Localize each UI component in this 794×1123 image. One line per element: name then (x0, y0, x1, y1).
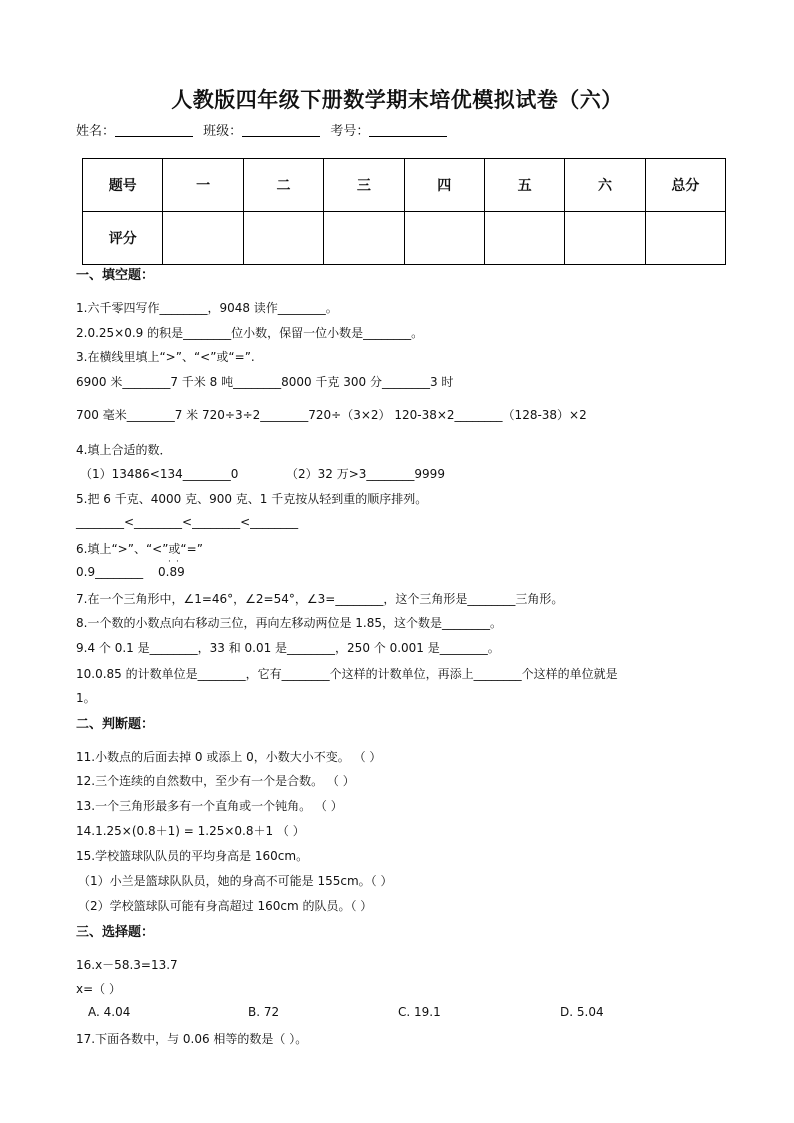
score-cell[interactable] (484, 212, 564, 265)
question-5: 5.把 6 千克、4000 克、900 克、1 千克按从轻到重的顺序排列。 (76, 492, 428, 506)
question-16: 16.x－58.3=13.7 (76, 958, 178, 972)
id-label: 考号： (330, 124, 370, 139)
question-10: 10.0.85 的计数单位是________，它有________个这样的计数单位，再添上________个这样的单位就是 (76, 667, 618, 681)
score-cell[interactable] (243, 212, 323, 265)
class-blank[interactable] (242, 124, 320, 137)
question-1: 1.六千零四写作________，9048 读作________。 (76, 301, 338, 315)
score-cell[interactable] (324, 212, 404, 265)
question-11: 11.小数点的后面去掉 0 或添上 0，小数大小不变。 （ ） (76, 750, 382, 764)
question-12: 12.三个连续的自然数中，至少有一个是合数。 （ ） (76, 774, 355, 788)
question-5-answer-line: ________<________<________<________ (76, 515, 299, 529)
question-3: 3.在横线里填上“>”、“<”或“=”. (76, 350, 255, 364)
question-3-line-1: 6900 米________7 千米 8 吨________8000 千克 300 分________3 时 (76, 375, 454, 389)
score-header-cell: 三 (324, 159, 404, 212)
score-header-cell: 题号 (83, 159, 163, 212)
score-cell[interactable] (163, 212, 243, 265)
student-info-line (76, 120, 453, 139)
name-label: 姓名： (76, 124, 116, 139)
option-c[interactable]: C. 19.1 (398, 1005, 441, 1019)
section-heading-fill-blank: 一、填空题： (76, 268, 155, 283)
question-4-part-1: （1）13486<134________0 (80, 467, 239, 481)
score-cell[interactable] (565, 212, 645, 265)
score-header-cell: 四 (404, 159, 484, 212)
score-header-cell: 五 (484, 159, 564, 212)
question-6: 6.填上“>”、“<”或“=” (76, 542, 203, 556)
question-15-part-2: （2）学校篮球队可能有身高超过 160cm 的队员。（ ） (78, 899, 373, 913)
question-7: 7.在一个三角形中，∠1=46°，∠2=54°，∠3=________，这个三角形是________三角形。 (76, 592, 564, 606)
class-label: 班级： (203, 124, 243, 139)
question-6-left: 0.9________ (76, 565, 144, 579)
question-8: 8.一个数的小数点向右移动三位，再向左移动两位是 1.85，这个数是________。 (76, 616, 502, 630)
id-blank[interactable] (369, 124, 447, 137)
score-header-cell: 总分 (645, 159, 725, 212)
section-heading-multiple-choice: 三、选择题： (76, 925, 155, 940)
score-header-cell: 二 (243, 159, 323, 212)
question-3-line-2: 700 毫米________7 米 720÷3÷2________720÷（3×2） 120-38×2________（128-38）×2 (76, 408, 587, 422)
score-row-label: 评分 (83, 212, 163, 265)
section-heading-true-false: 二、判断题： (76, 717, 155, 732)
question-14: 14.1.25×(0.8＋1) = 1.25×0.8＋1 （ ） (76, 824, 305, 838)
option-b[interactable]: B. 72 (248, 1005, 280, 1019)
question-4: 4.填上合适的数． (76, 443, 172, 457)
option-d[interactable]: D. 5.04 (560, 1005, 604, 1019)
score-table-score-row (83, 212, 726, 265)
question-17: 17.下面各数中，与 0.06 相等的数是（ ）。 (76, 1032, 308, 1046)
question-10-continued: 1。 (76, 691, 96, 705)
repeating-decimal-dot: · (176, 557, 179, 567)
question-13: 13.一个三角形最多有一个直角或一个钝角。 （ ） (76, 799, 343, 813)
question-15-part-1: （1）小兰是篮球队队员，她的身高不可能是 155cm。（ ） (78, 874, 393, 888)
score-cell[interactable] (645, 212, 725, 265)
score-table (82, 158, 726, 265)
name-blank[interactable] (115, 124, 193, 137)
question-16-x: x=（ ） (76, 982, 121, 996)
question-9: 9.4 个 0.1 是________，33 和 0.01 是________，250 个 0.001 是________。 (76, 641, 500, 655)
score-header-cell: 六 (565, 159, 645, 212)
score-table-header-row (83, 159, 726, 212)
option-a[interactable]: A. 4.04 (88, 1005, 131, 1019)
score-header-cell: 一 (163, 159, 243, 212)
question-15: 15.学校篮球队队员的平均身高是 160cm。 (76, 849, 309, 863)
repeating-decimal-dot: · (168, 557, 171, 567)
page-title: 人教版四年级下册数学期末培优模拟试卷（六） (171, 88, 623, 112)
question-4-part-2: （2）32 万>3________9999 (286, 467, 445, 481)
question-2: 2.0.25×0.9 的积是________位小数，保留一位小数是________。 (76, 326, 424, 340)
score-cell[interactable] (404, 212, 484, 265)
question-6-right: 0.89 (158, 565, 185, 579)
